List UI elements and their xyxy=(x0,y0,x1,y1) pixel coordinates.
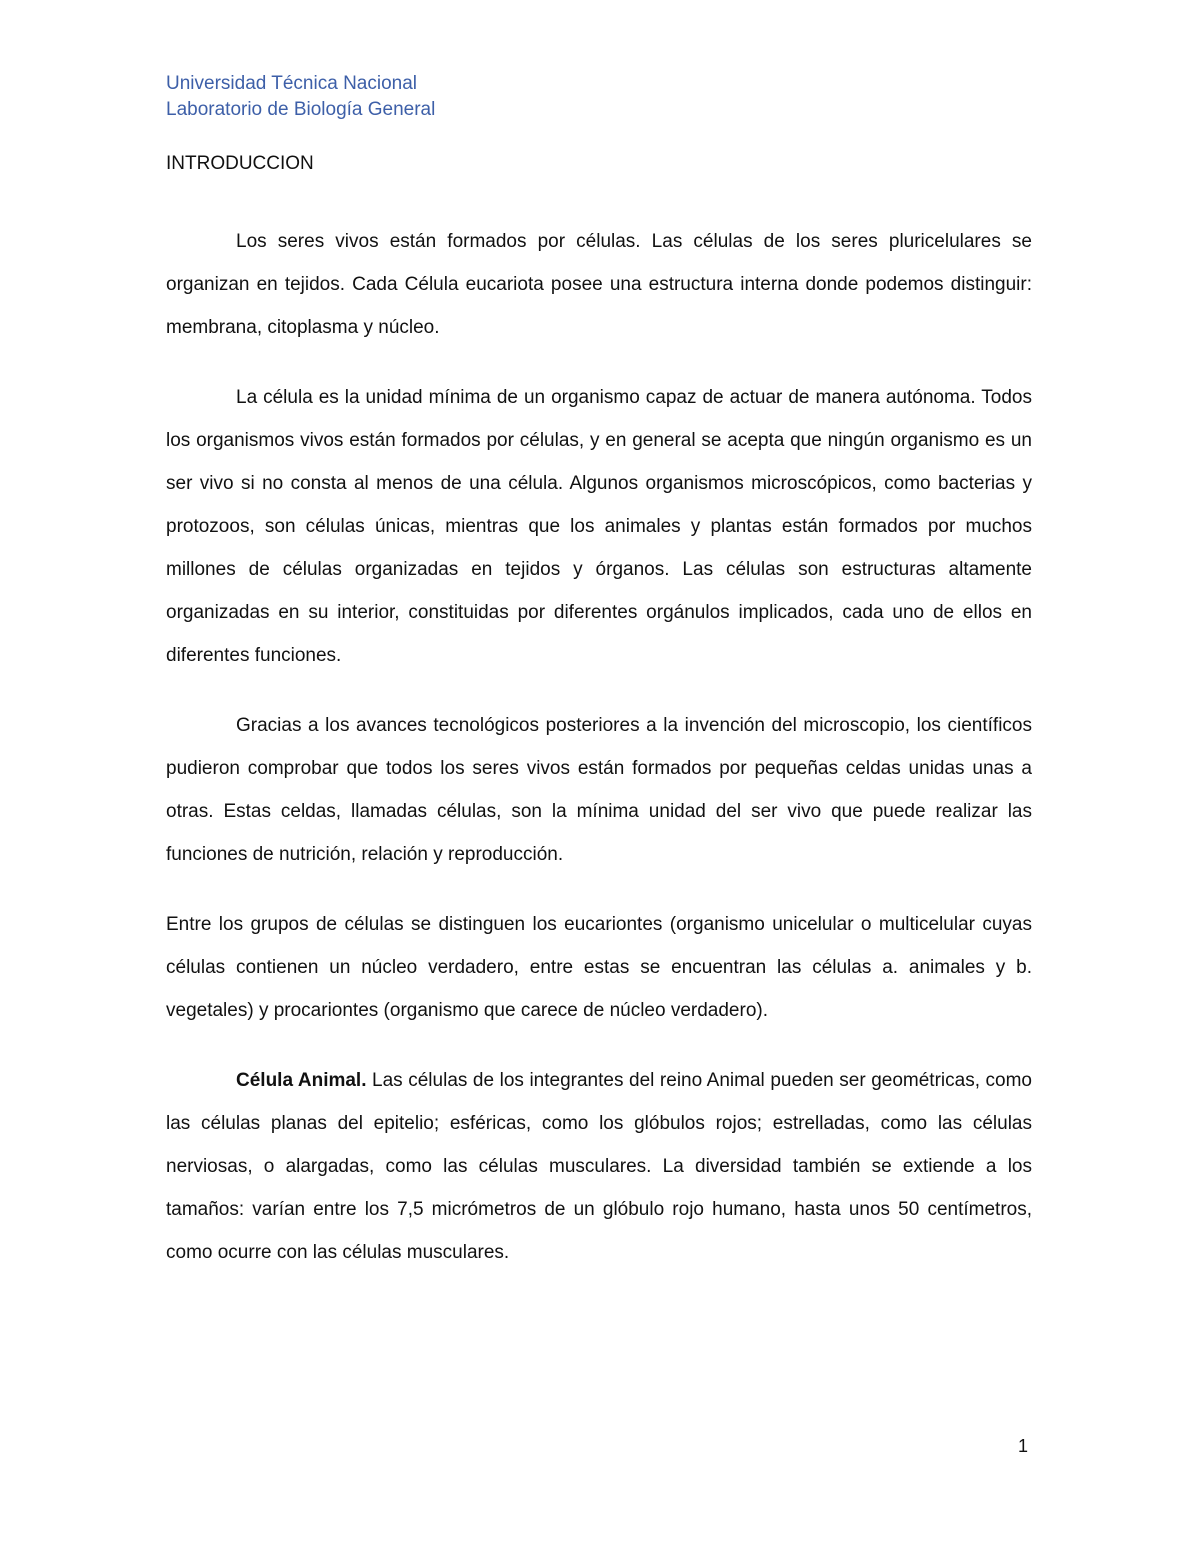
document-header xyxy=(166,71,866,123)
page-number: 1 xyxy=(1018,1436,1029,1456)
paragraph-microscope: Gracias a los avances tecnológicos posteriores a la invención del microscopio, los científicos pudieron comprobar que todos los seres vivos están formados por pequeñas celdas unidas unas a otras. Estas celdas, llamadas células, son la mínima unidad del ser vivo que puede realizar las funciones de nutrición, relación y reproducción. xyxy=(166,715,1032,865)
university-name: Universidad Técnica Nacional xyxy=(166,73,417,94)
section-title: INTRODUCCION xyxy=(166,153,314,174)
paragraph-cell-definition: La célula es la unidad mínima de un organismo capaz de actuar de manera autónoma. Todos los organismos vivos están formados por células, y en general se acepta que ningún organismo es un ser vivo si no consta al menos de una célula. Algunos organismos microscópicos, como bacterias y protozoos, son células únicas, mientras que los animales y plantas están formados por muchos millones de células organizadas en tejidos y órganos. Las células son estructuras altamente organizadas en su interior, constituidas por diferentes orgánulos implicados, cada uno de ellos en diferentes funciones. xyxy=(166,387,1032,666)
paragraph-intro: Los seres vivos están formados por células. Las células de los seres pluricelulares se organizan en tejidos. Cada Célula eucariota posee una estructura interna donde podemos distinguir: membrana, citoplasma y núcleo. xyxy=(166,231,1032,338)
animal-cell-text: Las células de los integrantes del reino Animal pueden ser geométricas, como las células planas del epitelio; esféricas, como los glóbulos rojos; estrelladas, como las células nerviosas, o alargadas, como las células musculares. La diversidad también se extiende a los tamaños: varían entre los 7,5 micrómetros de un glóbulo rojo humano, hasta unos 50 centímetros, como ocurre con las células musculares. xyxy=(166,1070,1032,1263)
document-body xyxy=(166,150,1032,1274)
lab-name: Laboratorio de Biología General xyxy=(166,99,436,120)
paragraph-animal-cell xyxy=(166,1059,1032,1274)
animal-cell-heading: Célula Animal. xyxy=(236,1070,367,1091)
paragraph-cell-groups: Entre los grupos de células se distinguen los eucariontes (organismo unicelular o multicelular cuyas células contienen un núcleo verdadero, entre estas se encuentran las células a. animales y b. vegetales) y procariontes (organismo que carece de núcleo verdadero). xyxy=(166,914,1032,1021)
